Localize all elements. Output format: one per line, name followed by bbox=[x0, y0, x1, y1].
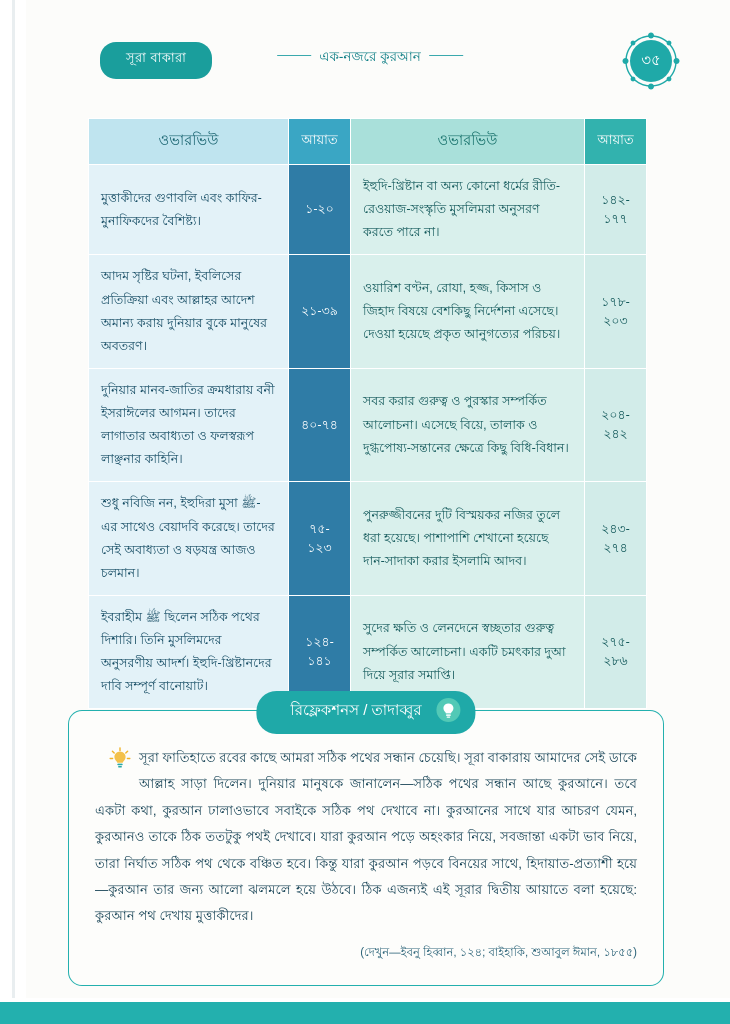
overview-table-wrap bbox=[88, 118, 646, 709]
ayat-range-line2: ১৭৭ bbox=[603, 211, 628, 226]
ayat-range: ১-২০ bbox=[305, 202, 334, 217]
cell-overview-left: মুত্তাকীদের গুণাবলি এবং কাফির-মুনাফিকদের বৈশিষ্ট্য। bbox=[89, 165, 289, 255]
cell-ayat-right bbox=[585, 165, 647, 255]
table-row bbox=[89, 368, 647, 482]
ayat-range-line1: ১৪২- bbox=[601, 192, 630, 207]
ayat-range-line2: ২৭৪ bbox=[603, 540, 628, 555]
overview-table bbox=[88, 118, 647, 709]
cell-overview-right: পুনরুজ্জীবনের দুটি বিস্ময়কর নজির তুলে ধরা হয়েছে। পাশাপাশি শেখানো হয়েছে দান-সাদাকা করার ইসলামি আদব। bbox=[351, 482, 585, 596]
page-number-badge bbox=[622, 32, 680, 90]
left-margin-rule bbox=[12, 0, 15, 1024]
cell-ayat-right bbox=[585, 368, 647, 482]
page-header bbox=[60, 36, 680, 80]
ayat-range-line1: ৭৫- bbox=[309, 521, 330, 536]
ayat-range-line2: ২০৩ bbox=[603, 313, 628, 328]
cell-ayat-right bbox=[585, 255, 647, 369]
ayat-range-line2: ২৮৬ bbox=[603, 654, 628, 669]
cell-overview-right: ওয়ারিশ বণ্টন, রোযা, হজ্জ, কিসাস ও জিহাদ বিষয়ে বেশকিছু নির্দেশনা এসেছে। দেওয়া হয়েছে প্রকৃত আনুগত্যের পরিচয়। bbox=[351, 255, 585, 369]
cell-overview-left: শুধু নবিজি নন, ইহুদিরা মুসা ﷺ-এর সাথেও বেয়াদবি করেছে। তাদের সেই অবাধ্যতা ও ষড়যন্ত্র আজও চলমান। bbox=[89, 482, 289, 596]
ayat-range-line1: ১২৪- bbox=[305, 635, 334, 650]
ayat-range: ২১-৩৯ bbox=[301, 304, 338, 319]
header-rule-left bbox=[277, 55, 311, 56]
cell-overview-left: ইবরাহীম ﷺ ছিলেন সঠিক পথের দিশারি। তিনি মুসলিমদের অনুসরণীয় আদর্শ। ইহুদি-খ্রিষ্টানদের দাবি সম্পূর্ণ বানোয়াট। bbox=[89, 595, 289, 709]
table-row bbox=[89, 255, 647, 369]
cell-ayat-left bbox=[289, 482, 351, 596]
left-margin bbox=[0, 0, 26, 1024]
cell-overview-right: সবর করার গুরুত্ব ও পুরস্কার সম্পর্কিত আলোচনা। এসেছে বিয়ে, তালাক ও দুগ্ধপোষ্য-সন্তানের ক্ষেত্রে কিছু বিধি-বিধান। bbox=[351, 368, 585, 482]
reflections-body-text: সূরা ফাতিহাতে রবের কাছে আমরা সঠিক পথের সন্ধান চেয়েছি। সূরা বাকারায় আমাদের সেই ডাকে আল্লাহ সাড়া দিলেন। দুনিয়ার মানুষকে জানালেন—সঠিক পথের সন্ধান আছে কুরআনে। তবে একটা কথা, কুরআন ঢালাওভাবে সবাইকে সঠিক পথ দেখাবে না। কুরআনের সাথে যার আচরণ যেমন, কুরআনও তাকে ঠিক ততটুকু পথই দেখাবে। যারা কুরআন পড়ে অহংকার নিয়ে, সবজান্তা একটা ভাব নিয়ে, তারা নির্ঘাত সঠিক পথ থেকে বঞ্চিত হবে। কিন্তু যারা কুরআন পড়বে বিনয়ের সাথে, হিদায়াত-প্রত্যাশী হয়ে—কুরআন তার জন্য আলো ঝলমলে হয়ে উঠবে। ঠিক এজন্যই এই সূরার দ্বিতীয় আয়াতে বলা হয়েছে: কুরআন পথ দেখায় মুত্তাকীদের। bbox=[95, 750, 637, 924]
header-overview-left: ওভারভিউ bbox=[89, 119, 289, 165]
ayat-range: ৪০-৭৪ bbox=[301, 417, 338, 432]
cell-overview-left: দুনিয়ার মানব-জাতির ক্রমধারায় বনী ইসরাঈলের আগমন। তাদের লাগাতার অবাধ্যতা ও ফলস্বরূপ লাঞ্ছনার কাহিনি। bbox=[89, 368, 289, 482]
header-title-text: এক-নজরে কুরআন bbox=[319, 49, 421, 64]
lightbulb-icon bbox=[436, 697, 462, 723]
ayat-range-line1: ২৭৫- bbox=[601, 635, 630, 650]
table-header-row bbox=[89, 119, 647, 165]
header-ayat-left: আয়াত bbox=[289, 119, 351, 165]
lightbulb-small-icon bbox=[109, 747, 131, 773]
reflections-section bbox=[68, 702, 664, 986]
header-ayat-right: আয়াত bbox=[585, 119, 647, 165]
header-center-title bbox=[269, 46, 471, 69]
cell-overview-left: আদম সৃষ্টির ঘটনা, ইবলিসের প্রতিক্রিয়া এবং আল্লাহর আদেশ অমান্য করায় দুনিয়ার বুকে মানুষের অবতরণ। bbox=[89, 255, 289, 369]
cell-overview-right: সুদের ক্ষতি ও লেনদেনে স্বচ্ছতার গুরুত্ব সম্পর্কিত আলোচনা। একটি চমৎকার দুআ দিয়ে সূরার সমাপ্তি। bbox=[351, 595, 585, 709]
cell-ayat-left bbox=[289, 255, 351, 369]
reflections-title-text: রিফ্লেকশনস / তাদাব্বুর bbox=[290, 702, 422, 719]
page-number-text: ৩৫ bbox=[641, 51, 661, 69]
reflections-body bbox=[95, 745, 637, 930]
reflections-source: (দেখুন—ইবনু হিব্বান, ১২৪; বাইহাকি, শুআবুল ঈমান, ১৮৫৫) bbox=[360, 946, 637, 959]
reflections-title-badge bbox=[256, 691, 475, 734]
ayat-range-line2: ১২৩ bbox=[307, 540, 332, 555]
header-rule-right bbox=[429, 55, 463, 56]
ayat-range-line1: ১৭৮- bbox=[601, 294, 630, 309]
ayat-range-line1: ২৪৩- bbox=[601, 521, 630, 536]
ayat-range-line2: ১৪১ bbox=[307, 654, 332, 669]
table-row bbox=[89, 482, 647, 596]
cell-ayat-right bbox=[585, 595, 647, 709]
table-row bbox=[89, 165, 647, 255]
cell-ayat-left bbox=[289, 165, 351, 255]
bottom-bar bbox=[0, 1002, 730, 1024]
header-overview-right: ওভারভিউ bbox=[351, 119, 585, 165]
ayat-range-line2: ২৪২ bbox=[603, 427, 628, 442]
cell-overview-right: ইহুদি-খ্রিষ্টান বা অন্য কোনো ধর্মের রীতি-রেওয়াজ-সংস্কৃতি মুসলিমরা অনুসরণ করতে পারে না। bbox=[351, 165, 585, 255]
surah-name-badge: সূরা বাকারা bbox=[100, 42, 212, 79]
cell-ayat-right bbox=[585, 482, 647, 596]
cell-ayat-left bbox=[289, 368, 351, 482]
ayat-range-line1: ২০৪- bbox=[601, 408, 630, 423]
